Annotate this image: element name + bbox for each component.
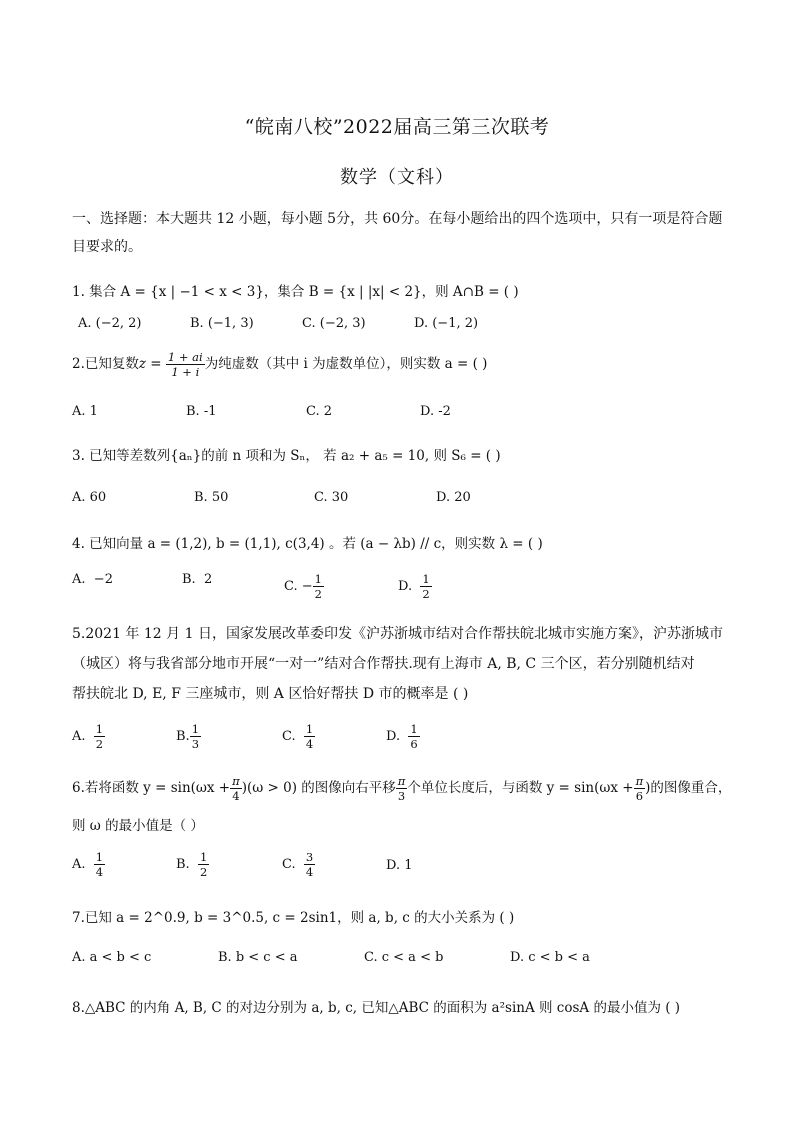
q4-c-fraction: $\frac{1}{2}$: [314, 572, 322, 601]
q3-option-c: C. 30: [314, 490, 349, 505]
q4-option-c: C. − $\frac{1}{2}$: [284, 572, 322, 601]
q6-option-d: D. 1: [386, 858, 413, 873]
q5-option-a: A. $\frac{1}{2}$: [72, 722, 104, 751]
q6-fraction-2: $\frac{\pi}{3}$: [397, 774, 406, 803]
q7-option-d: D. c < b < a: [510, 950, 590, 965]
question-1-text: 1. 集合 A = {x | −1 < x < 3}，集合 B = {x | |x| < 2}，则 A∩B = ( ): [72, 284, 519, 300]
q6-fraction-1: $\frac{\pi}{4}$: [232, 774, 240, 803]
q2-frac-num: 1 + ai: [167, 350, 203, 364]
question-2-text: [72, 350, 487, 379]
q2-prefix: 2.已知复数: [72, 356, 139, 372]
q4-option-d: D. $\frac{1}{2}$: [398, 572, 430, 601]
question-4-text: 4. 已知向量 a = (1,2), b = (1,1), c(3,4) 。若 (a − λb) // c，则实数 λ = ( ): [72, 536, 543, 552]
q2-z: z =: [138, 356, 162, 372]
q2-option-a: A. 1: [72, 404, 98, 419]
q6-fraction-3: $\frac{\pi}{6}$: [635, 774, 644, 803]
q2-fraction: [166, 350, 205, 379]
q2-option-c: C. 2: [306, 404, 333, 419]
q4-option-b: B. 2: [182, 572, 213, 587]
question-8-text: 8.△ABC 的内角 A, B, C 的对边分别为 a, b, c, 已知△ABC 的面积为 a²sinA 则 cosA 的最小值为 ( ): [72, 1000, 681, 1016]
q6-option-a: A. $\frac{1}{4}$: [72, 850, 104, 879]
q2-suffix: 为纯虚数（其中 i 为虚数单位），则实数 a = ( ): [204, 356, 488, 372]
question-5-line-1: 5.2021 年 12 月 1 日，国家发展改革委印发《沪苏浙城市结对合作帮扶皖北城市实施方案》，沪苏浙城市: [72, 626, 723, 642]
q1-option-d: D. (−1, 2): [414, 316, 479, 331]
q4-d-fraction: $\frac{1}{2}$: [422, 572, 430, 601]
q6-option-c: C. $\frac{3}{4}$: [282, 850, 314, 879]
q7-option-b: B. b < c < a: [218, 950, 298, 965]
question-5-line-2: （城区）将与我省部分地市开展“一对一”结对合作帮扶.现有上海市 A, B, C 三个区，若分别随机结对: [72, 656, 695, 672]
page-title: “皖南八校”2022届高三第三次联考: [244, 116, 550, 138]
q2-frac-den: 1 + i: [171, 365, 200, 379]
q2-option-b: B. -1: [186, 404, 217, 419]
question-7-text: 7.已知 a = 2^0.9, b = 3^0.5, c = 2sin1，则 a, b, c 的大小关系为 ( ): [72, 910, 515, 926]
q3-option-b: B. 50: [194, 490, 229, 505]
question-6-line-2: 则 ω 的最小值是（ ）: [72, 818, 204, 834]
question-3-text: 3. 已知等差数列{aₙ}的前 n 项和为 Sₙ， 若 a₂ + a₅ = 10, 则 S₆ = ( ): [72, 448, 501, 464]
q3-option-d: D. 20: [436, 490, 471, 505]
q2-option-d: D. -2: [420, 404, 451, 419]
question-6-line-1: 6.若将函数 y = sin(ωx + $\frac{\pi}{4}$ )(ω > 0) 的图像向右平移 $\frac{\pi}{3}$ 个单位长度后，与函数 y = sin(ωx + $\frac{\pi}{6}$ )的图像重合，: [72, 774, 732, 803]
page-subtitle: 数学（文科）: [340, 167, 454, 188]
q5-option-b: B. $\frac{1}{3}$: [176, 722, 200, 751]
q5-option-c: C. $\frac{1}{4}$: [282, 722, 314, 751]
q4-option-a: A. −2: [72, 572, 113, 587]
question-5-line-3: 帮扶皖北 D, E, F 三座城市，则 A 区恰好帮扶 D 市的概率是 ( ): [72, 686, 469, 702]
section-instructions-line-1: 一、选择题：本大题共 12 小题，每小题 5分，共 60分。在每小题给出的四个选项中，只有一项是符合题: [72, 211, 723, 227]
q3-option-a: A. 60: [72, 490, 107, 505]
q6-option-b: B. $\frac{1}{2}$: [176, 850, 208, 879]
q5-option-d: D. $\frac{1}{6}$: [386, 722, 418, 751]
section-instructions-line-2: 目要求的。: [72, 239, 142, 255]
q1-option-a: A. (−2, 2): [78, 316, 142, 331]
q1-option-b: B. (−1, 3): [190, 316, 254, 331]
q1-option-c: C. (−2, 3): [302, 316, 366, 331]
q7-option-c: C. c < a < b: [364, 950, 444, 965]
q7-option-a: A. a < b < c: [72, 950, 152, 965]
